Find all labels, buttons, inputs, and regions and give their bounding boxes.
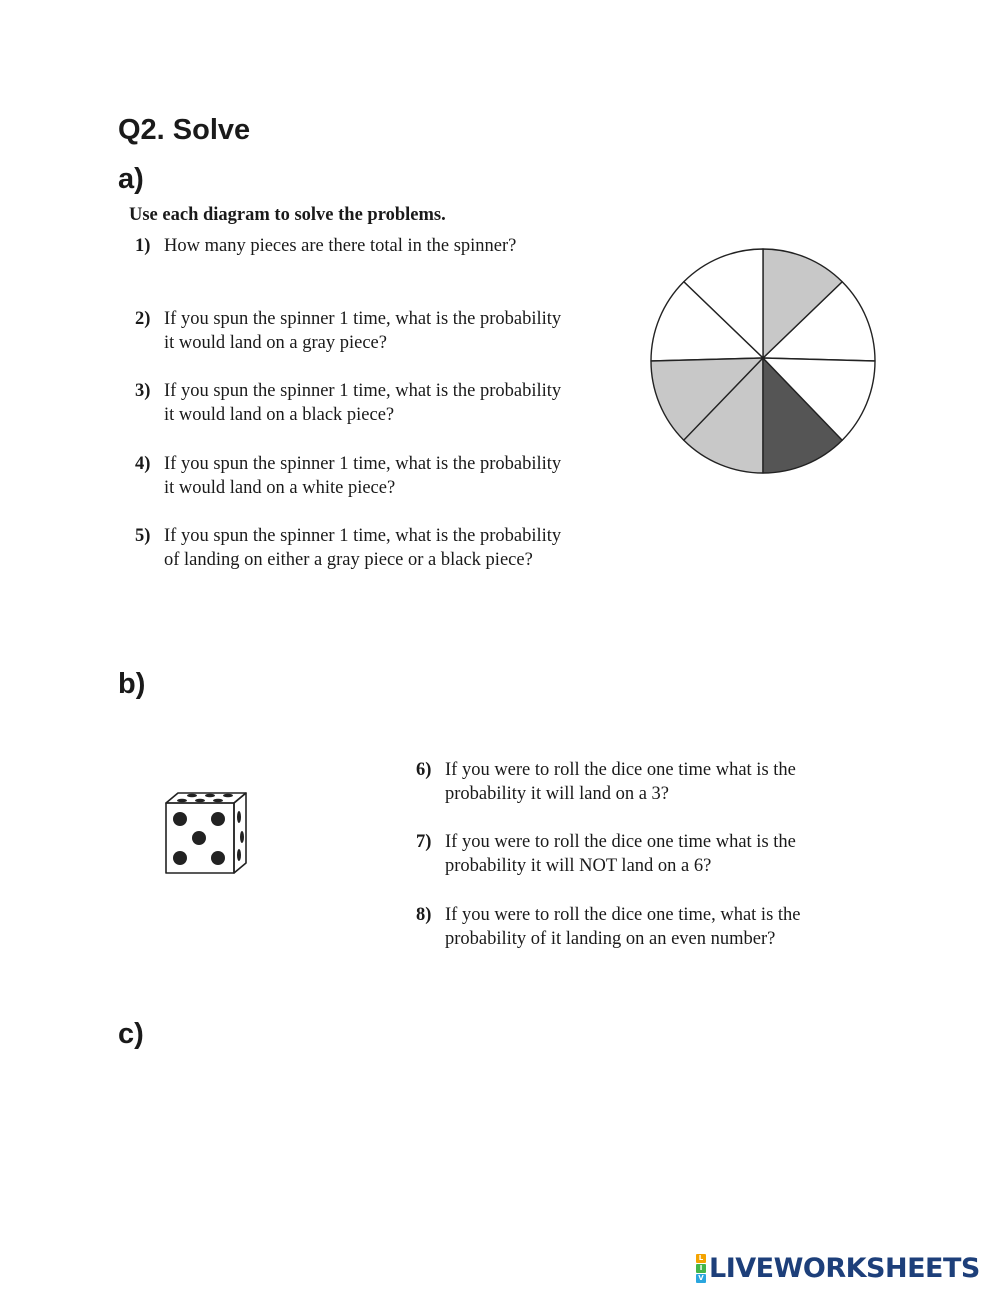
question-5 <box>135 524 561 572</box>
question-text: it would land on a black piece? <box>164 405 395 425</box>
question-6 <box>416 758 796 806</box>
question-text: it would land on a gray piece? <box>164 333 387 353</box>
question-text: If you were to roll the dice one time what is the <box>445 832 796 852</box>
question-text: it would land on a white piece? <box>164 478 396 498</box>
dice-pip <box>240 831 244 843</box>
logo-mark-letter: I <box>696 1264 706 1273</box>
question-text: How many pieces are there total in the spinner? <box>164 236 517 256</box>
question-number: 1) <box>135 236 151 256</box>
dice-pip <box>177 799 187 803</box>
question-7 <box>416 830 796 878</box>
dice-pip <box>223 794 233 798</box>
question-number: 7) <box>416 832 432 852</box>
dice-pip <box>187 794 197 798</box>
dice-side-face <box>234 793 246 873</box>
question-text: If you spun the spinner 1 time, what is the probability <box>164 309 562 329</box>
question-text: If you were to roll the dice one time, what is the <box>445 905 801 925</box>
dice-pip <box>195 799 205 803</box>
dice-pip <box>213 799 223 803</box>
question-number: 6) <box>416 760 432 780</box>
spinner-diagram <box>648 246 878 476</box>
logo-mark-letter: V <box>696 1274 706 1283</box>
question-text: If you spun the spinner 1 time, what is the probability <box>164 454 562 474</box>
logo-wordmark: LIVEWORKSHEETS <box>709 1253 980 1284</box>
logo-mark-icon <box>696 1254 706 1283</box>
question-text: If you spun the spinner 1 time, what is the probability <box>164 381 562 401</box>
dice-pip <box>205 794 215 798</box>
question-number: 5) <box>135 526 151 546</box>
dice-pip <box>211 812 225 826</box>
question-text: If you spun the spinner 1 time, what is the probability <box>164 526 562 546</box>
question-number: 3) <box>135 381 151 401</box>
dice-pip <box>192 831 206 845</box>
part-b-label: b) <box>118 668 146 700</box>
question-number: 8) <box>416 905 432 925</box>
question-text: of landing on either a gray piece or a black piece? <box>164 550 533 570</box>
question-8 <box>416 903 801 951</box>
instruction-text: Use each diagram to solve the problems. <box>129 205 446 225</box>
dice-pip <box>173 812 187 826</box>
question-2 <box>135 307 561 355</box>
part-a-label: a) <box>118 163 144 195</box>
dice-pip <box>173 851 187 865</box>
dice-pip <box>211 851 225 865</box>
logo-mark-letter: L <box>696 1254 706 1263</box>
question-text: probability it will land on a 3? <box>445 784 670 804</box>
question-text: probability of it landing on an even number? <box>445 929 776 949</box>
question-text: If you were to roll the dice one time what is the <box>445 760 796 780</box>
question-number: 4) <box>135 454 151 474</box>
dice-pip <box>237 849 241 861</box>
dice-diagram <box>163 791 251 879</box>
part-c-label: c) <box>118 1018 144 1050</box>
dice-pip <box>237 811 241 823</box>
liveworksheets-logo <box>696 1254 980 1283</box>
page-title: Q2. Solve <box>118 114 251 146</box>
question-4 <box>135 452 561 500</box>
question-number: 2) <box>135 309 151 329</box>
question-text: probability it will NOT land on a 6? <box>445 856 712 876</box>
question-1 <box>135 234 516 258</box>
question-3 <box>135 379 561 427</box>
